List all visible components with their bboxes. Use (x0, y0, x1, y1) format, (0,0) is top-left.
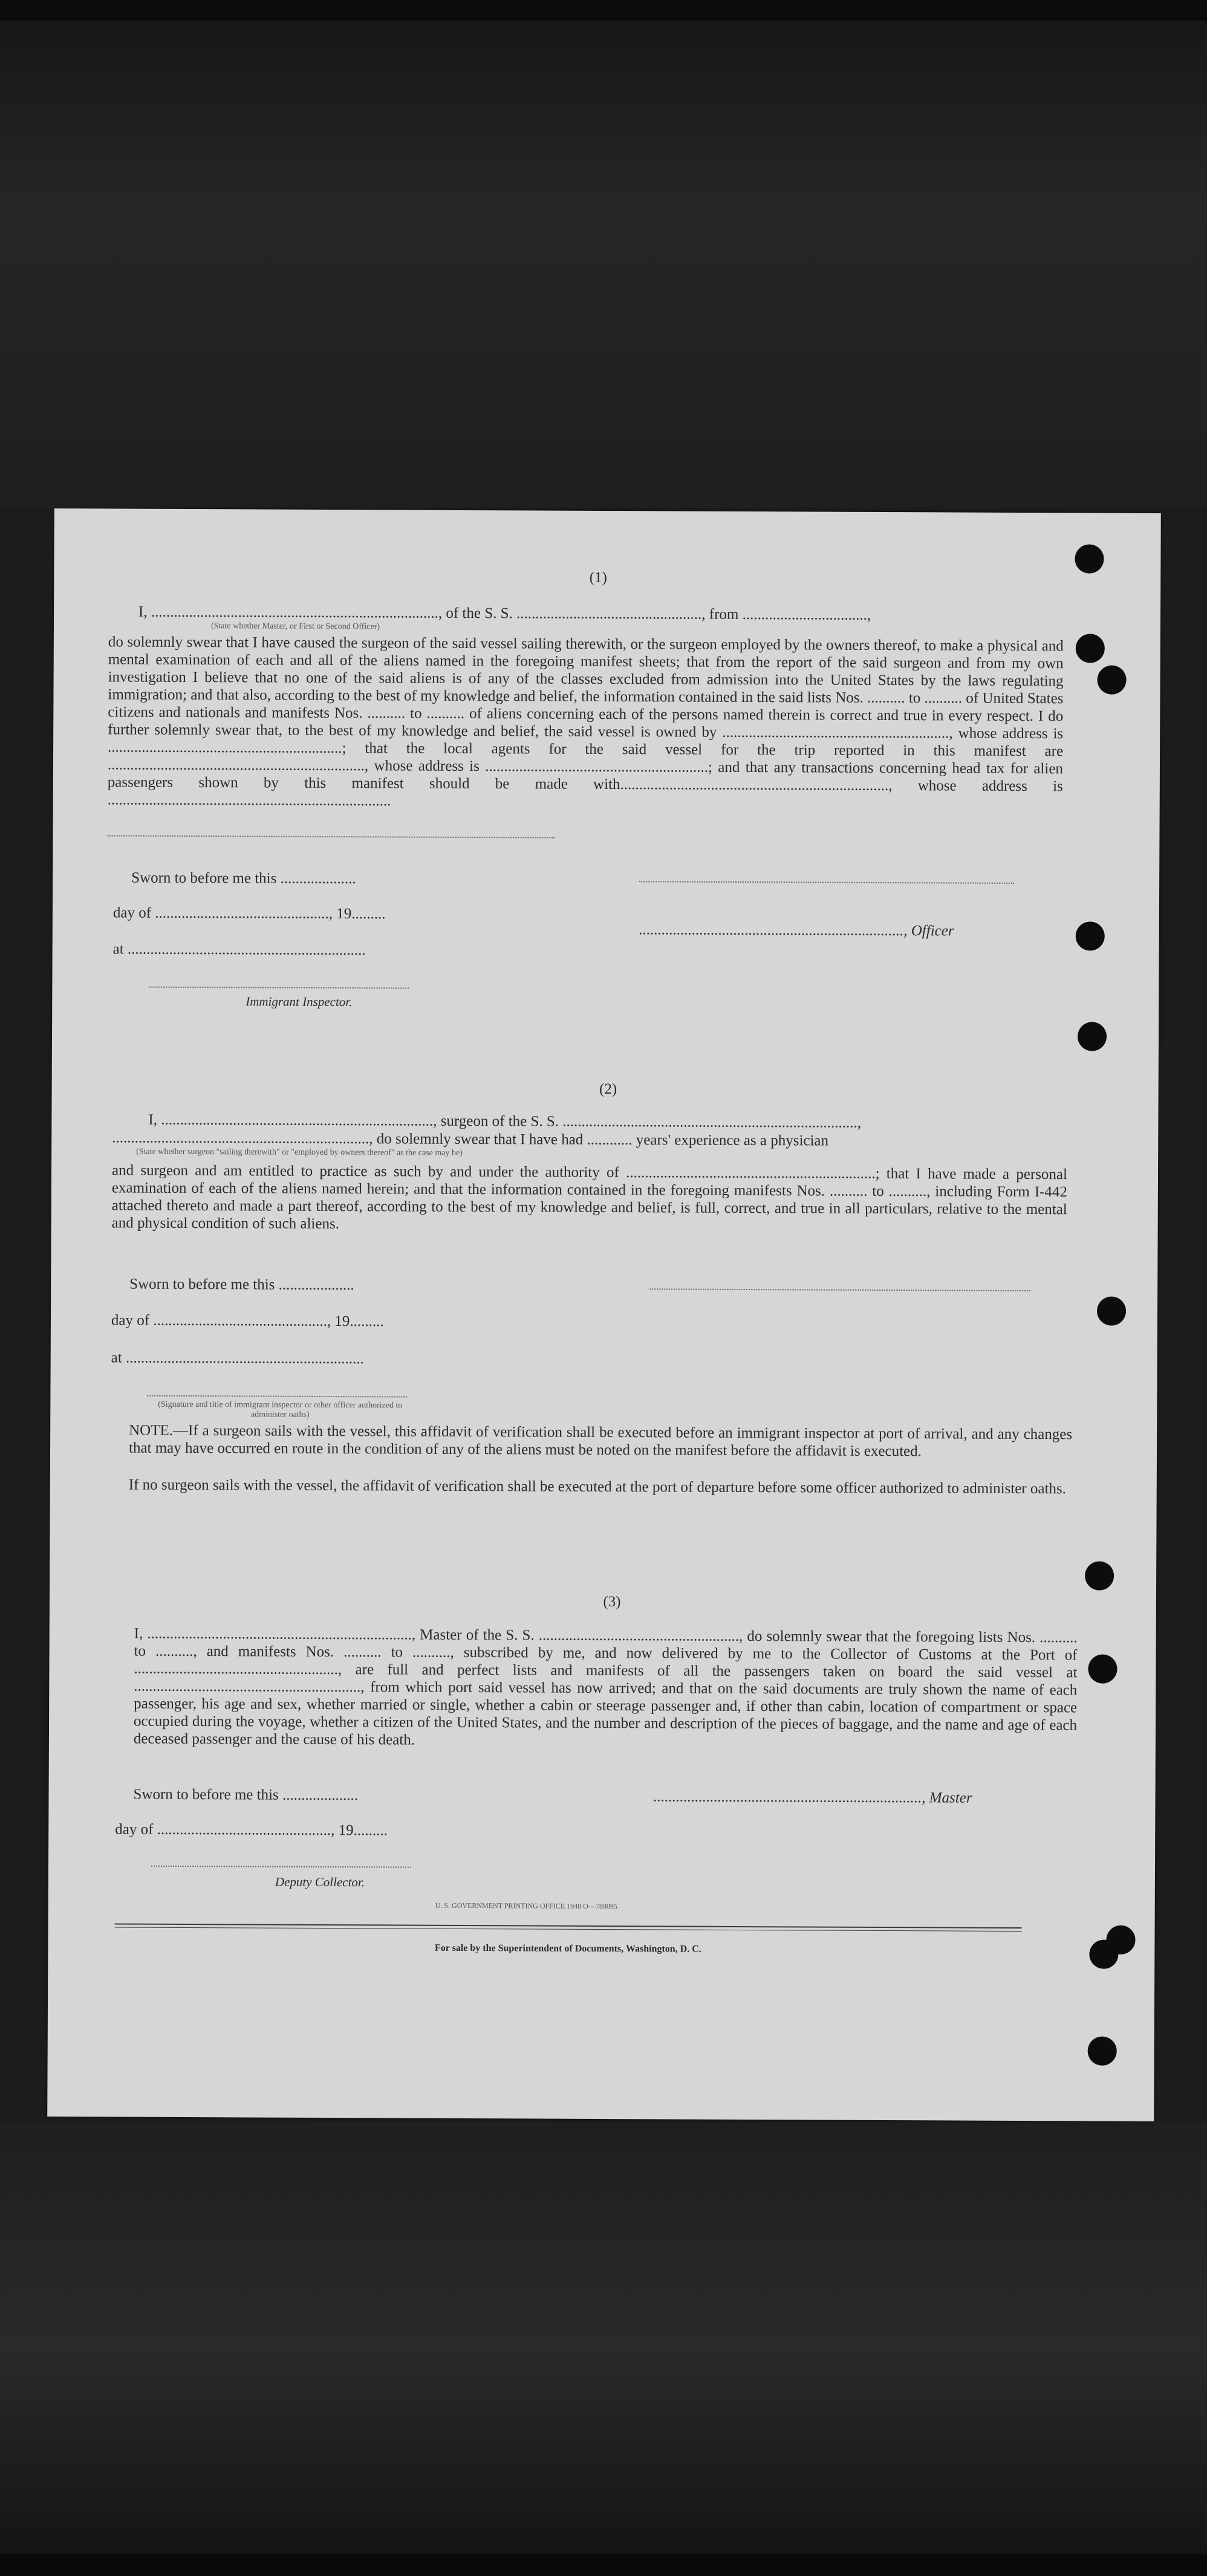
punch-hole (1085, 1561, 1114, 1590)
section-1-number: (1) (589, 569, 607, 586)
section-2-number: (2) (599, 1080, 617, 1098)
sale-notice: For sale by the Superintendent of Documents, Washington, D. C. (435, 1942, 701, 1955)
section-3-collector-title: Deputy Collector. (275, 1874, 365, 1890)
section-2-surgeon-note: (State whether surgeon "sailing therewith" or "employed by owners thereof" as the case may be) (136, 1147, 463, 1158)
section-1-inspector-signature-line (149, 987, 409, 989)
section-1-inspector-title: Immigrant Inspector. (246, 994, 353, 1010)
section-2-oath-text: and surgeon and am entitled to practice as such by and under the authority of ..................................................................; that I have made a personal examination of each of the aliens named herein; and that the information contained in the foregoing manifests Nos. .......... to .........., including Form I-442 attached thereto and made a part thereof, according to the best of my knowledge and belief, is full, correct, and true in all particulars, relative to the mental and physical condition of such aliens. (111, 1162, 1068, 1233)
punch-hole (1097, 1297, 1126, 1326)
punch-hole (1088, 2037, 1117, 2066)
section-3-master-line: ......................................................................., Master (653, 1788, 972, 1806)
section-2-day-line: day of .............................................., 19......... (111, 1312, 384, 1330)
section-2-signature-note: (Signature and title of immigrant inspector or other officer authorized to administer oaths) (158, 1400, 403, 1419)
scan-background-bottom (0, 2122, 1207, 2576)
document-page (47, 508, 1161, 2121)
section-2-at-line: at ............................................................... (111, 1349, 364, 1367)
scan-background-top (0, 0, 1207, 508)
scan-border-top (0, 0, 1207, 21)
section-1-at-line: at ............................................................... (112, 941, 366, 959)
punch-hole (1075, 544, 1104, 573)
section-1-opening-line: I, ............................................................................, of the S. S. ................................................., from ................................., (138, 603, 871, 623)
section-1-officer-line: ......................................................................, Officer (639, 921, 954, 939)
section-1-sworn-line: Sworn to before me this .................... (131, 869, 356, 887)
section-3-number: (3) (603, 1593, 621, 1611)
printing-office-imprint: U. S. GOVERNMENT PRINTING OFFICE 1948 O—780095 (435, 1901, 617, 1911)
section-3-collector-signature-line (151, 1866, 411, 1868)
section-1-day-line: day of .............................................., 19......... (112, 904, 386, 923)
section-3-oath-text: I, ......................................................................, Master of the S. S. ....................................................., do solemnly swear that the foregoing lists Nos. .......... to .........., and manifests Nos. .......... to .........., subscribed by me, and now delivered by me to the Collector of Customs at the Port of ......................................................, are full and perfect lists and manifests of all the passengers taken on board the said vessel at ............................................................, from which port said vessel has now arrived; and that on the said documents are truly shown the name of each passenger, his age and sex, whether married or single, whether a cabin or steerage passenger and, if other than cabin, location of compartment or space occupied during the voyage, whether a citizen of the United States, and the number and description of the pieces of baggage, and the name and age of each deceased passenger and the cause of his death. (133, 1625, 1078, 1748)
section-1-oath-text: do solemnly swear that I have caused the surgeon of the said vessel sailing therewith, or the surgeon employed by the owners thereof, to make a physical and mental examination of each and all of the aliens named in the foregoing manifest sheets; that from the report of the said surgeon and from my own investigation I believe that no one of the said aliens is of any of the classes excluded from admission into the United States by the laws regulating immigration; and that also, according to the best of my knowledge and belief, the information contained in the said lists Nos. .......... to .......... of United States citizens and nationals and manifests Nos. .......... to .......... of aliens concerning each of the persons named therein is correct and true in every respect. I do further solemnly swear that, to the best of my knowledge and belief, the said vessel is owned by ............................................................, whose address is ..............................................................; that the local agents for the said vessel for the trip reported in this manifest are ...................................................................., whose address is ...........................................................; and that any transactions concerning head tax for alien passengers shown by this manifest should be made with......................................................................., whose address is ........................................................................... (107, 634, 1064, 809)
punch-hole (1097, 666, 1126, 695)
section-2-inspector-signature-line (147, 1395, 407, 1398)
punch-hole (1076, 634, 1105, 663)
section-1-signature-line (639, 881, 1014, 884)
scan-border-bottom (0, 2554, 1207, 2576)
section-1-continuation-line (107, 835, 555, 838)
section-2-sworn-line: Sworn to before me this .................... (129, 1276, 354, 1294)
punch-hole (1076, 921, 1105, 950)
section-3-day-line: day of .............................................., 19......... (115, 1821, 388, 1839)
section-1-rank-note: (State whether Master, or First or Second Officer) (210, 621, 380, 632)
section-2-second-line: ...................................................................., do solemnly swear that I have had ............ years' experience as a physician (112, 1129, 829, 1149)
punch-hole (1089, 1940, 1118, 1969)
section-3-sworn-line: Sworn to before me this .................... (133, 1786, 359, 1804)
punch-hole (1078, 1022, 1107, 1051)
punch-hole (1088, 1654, 1117, 1683)
section-2-note-paragraph-2: If no surgeon sails with the vessel, the affidavit of verification shall be executed at the port of departure before some officer authorized to administer oaths. (128, 1476, 1066, 1497)
section-2-opening-line: I, ........................................................................, surgeon of the S. S. .............................................................................., (148, 1111, 862, 1131)
section-2-note-paragraph-1: NOTE.—If a surgeon sails with the vessel, this affidavit of verification shall be executed before an immigrant inspector at port of arrival, and any changes that may have occurred en route in the condition of any of the aliens must be noted on the manifest before the affidavit is executed. (128, 1422, 1073, 1460)
section-2-signature-line (649, 1288, 1030, 1291)
